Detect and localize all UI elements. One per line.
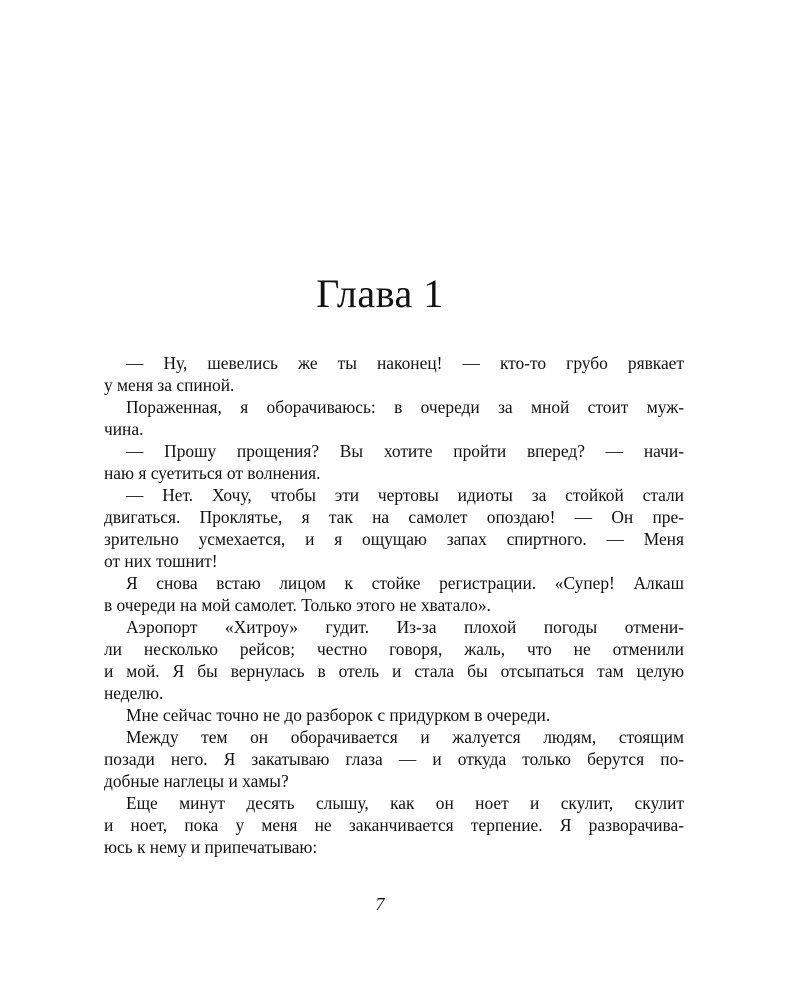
- text-line: Я снова встаю лицом к стойке регистрации. «Супер! Алкаш: [126, 573, 684, 593]
- text-line: Между тем он оборачивается и жалуется людям, стоящим: [126, 727, 684, 747]
- text-line: — Прошу прощения? Вы хотите пройти вперед? — начи-: [126, 441, 684, 461]
- text-line: и ноет, пока у меня не заканчивается терпение. Я разворачива-: [104, 815, 684, 835]
- text-line: позади него. Я закатываю глаза — и откуда только берутся по-: [104, 749, 684, 769]
- text-line: от них тошнит!: [104, 551, 218, 571]
- text-line: Еще минут десять слышу, как он ноет и скулит, скулит: [126, 793, 684, 813]
- text-line: Мне сейчас точно не до разборок с придурком в очереди.: [126, 705, 551, 725]
- text-line: чина.: [104, 419, 144, 439]
- text-line: — Ну, шевелись же ты наконец! — кто-то грубо рявкает: [126, 353, 684, 373]
- text-line: у меня за спиной.: [104, 375, 235, 395]
- text-line: добные наглецы и хамы?: [104, 771, 289, 791]
- text-line: двигаться. Проклятье, я так на самолет опоздаю! — Он пре-: [104, 507, 684, 527]
- text-line: зрительно усмехается, и я ощущаю запах спиртного. — Меня: [104, 529, 684, 549]
- text-line: ли несколько рейсов; честно говоря, жаль, что не отменили: [104, 639, 684, 659]
- text-line: неделю.: [104, 683, 164, 703]
- chapter-title: Глава 1: [316, 271, 444, 316]
- body-text: [104, 352, 684, 858]
- text-line: Аэропорт «Хитроу» гудит. Из-за плохой погоды отмени-: [126, 617, 684, 637]
- page-number: 7: [375, 894, 385, 914]
- text-line: — Нет. Хочу, чтобы эти чертовы идиоты за стойкой стали: [126, 485, 684, 505]
- text-line: Пораженная, я оборачиваюсь: в очереди за мной стоит муж-: [126, 397, 684, 417]
- text-line: и мой. Я бы вернулась в отель и стала бы отсыпаться там целую: [104, 661, 684, 681]
- text-line: в очереди на мой самолет. Только этого не хватало».: [104, 595, 491, 615]
- text-line: юсь к нему и припечатываю:: [104, 837, 318, 857]
- text-line: наю я суетиться от волнения.: [104, 463, 321, 483]
